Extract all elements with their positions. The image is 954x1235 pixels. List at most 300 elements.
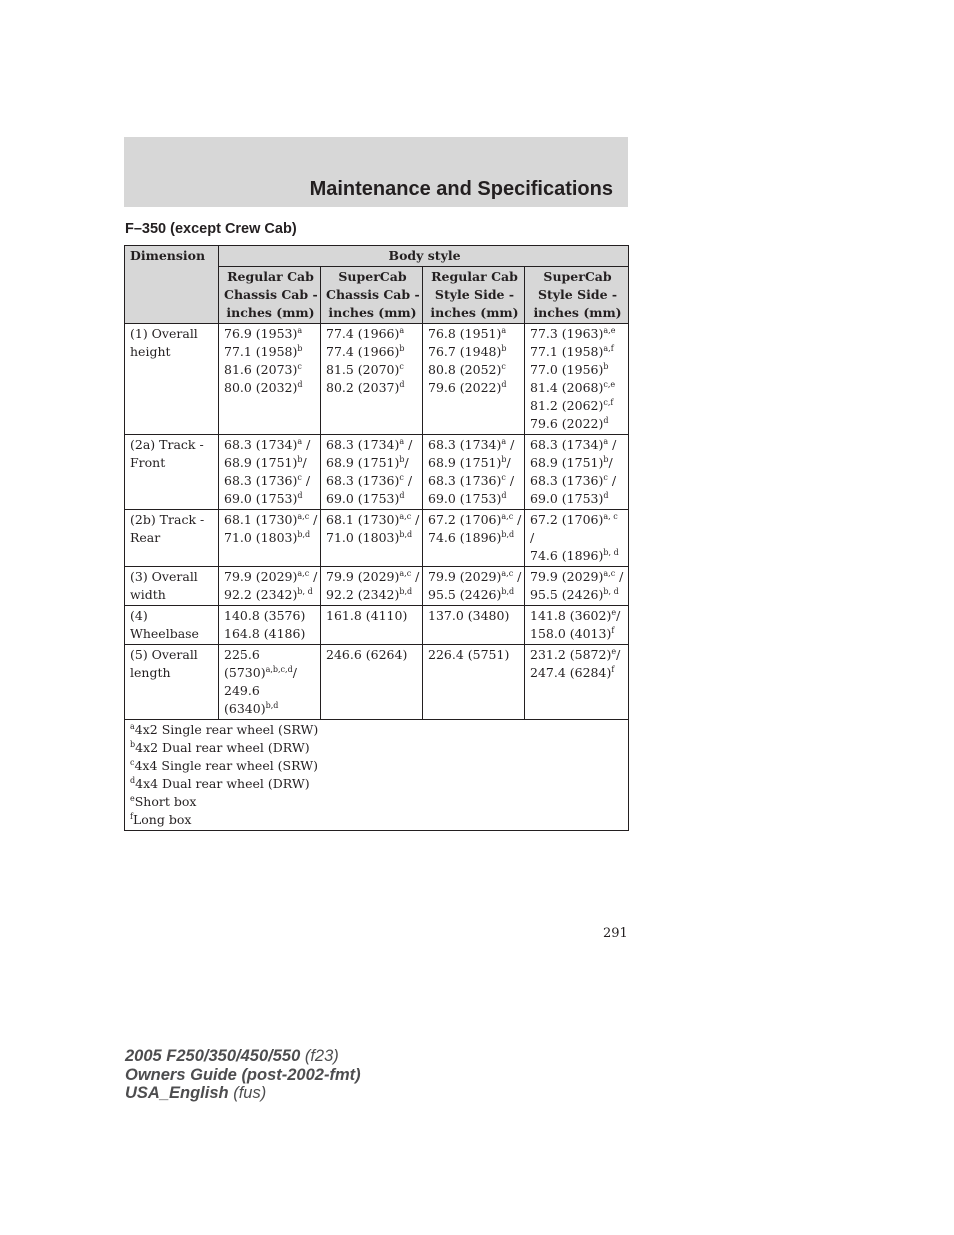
measurement-value: 247.4 (6284) <box>530 665 612 680</box>
separator: / <box>505 473 515 488</box>
measurement-line <box>224 664 317 682</box>
measurement-line <box>428 511 521 529</box>
measurement-value: 141.8 (3602) <box>530 608 612 623</box>
measurement-line <box>530 472 625 490</box>
footnote-line <box>130 721 625 739</box>
column-header-line: Regular Cab <box>431 269 518 284</box>
footnote-marker: d <box>399 380 405 389</box>
measurement-value: 77.1 (1958) <box>530 344 604 359</box>
measurement-cell <box>219 510 321 567</box>
footnote-marker: a <box>399 326 405 335</box>
measurement-cell <box>525 606 629 645</box>
measurement-line <box>326 325 419 343</box>
footnote-marker: a,c <box>501 512 514 521</box>
table-row <box>125 435 629 510</box>
dimension-label-line: width <box>130 587 166 602</box>
measurement-line <box>326 646 419 664</box>
footnote-marker: a,c <box>399 569 412 578</box>
measurement-line <box>530 361 625 379</box>
measurement-value: 68.9 (1751) <box>224 455 298 470</box>
footnote-marker: b,d <box>399 587 413 596</box>
footnote-marker: a,e <box>603 326 616 335</box>
measurement-line <box>530 490 625 508</box>
measurement-value: 246.6 (6264) <box>326 647 408 662</box>
measurement-value: 77.1 (1958) <box>224 344 298 359</box>
measurement-cell <box>525 645 629 720</box>
measurement-line <box>530 664 625 682</box>
measurement-line <box>428 490 521 508</box>
measurement-line <box>224 607 317 625</box>
footnote-line <box>130 757 625 775</box>
footnote-marker: d <box>297 491 303 500</box>
dimension-label-cell <box>125 645 219 720</box>
measurement-line <box>224 343 317 361</box>
footnote-marker: e <box>611 647 617 656</box>
separator: / <box>616 647 621 662</box>
table-row <box>125 567 629 606</box>
footnote-text: 4x2 Single rear wheel (SRW) <box>134 722 319 737</box>
measurement-line <box>530 547 625 565</box>
separator: / <box>292 665 297 680</box>
column-header-line: inches (mm) <box>328 305 417 320</box>
measurement-line <box>530 511 625 529</box>
footnote-line <box>130 793 625 811</box>
footer-guide-line: Owners Guide (post-2002-fmt) <box>125 1065 361 1084</box>
measurement-line <box>224 586 317 604</box>
measurement-cell <box>321 606 423 645</box>
measurement-line <box>428 454 521 472</box>
table-row <box>125 510 629 567</box>
measurement-value: 81.2 (2062) <box>530 398 604 413</box>
measurement-value: 80.2 (2037) <box>326 380 400 395</box>
footnote-marker: b, d <box>603 548 619 557</box>
measurement-cell <box>423 510 525 567</box>
measurement-line <box>326 529 419 547</box>
measurement-value: 80.8 (2052) <box>428 362 502 377</box>
measurement-line <box>428 436 521 454</box>
footnote-marker: c <box>501 362 506 371</box>
measurement-value: 226.4 (5751) <box>428 647 510 662</box>
measurement-line <box>428 325 521 343</box>
measurement-value: / <box>530 530 535 545</box>
measurement-line <box>224 568 317 586</box>
footnote-marker: d <box>603 416 609 425</box>
column-header-line: SuperCab <box>338 269 407 284</box>
measurement-value: 69.0 (1753) <box>428 491 502 506</box>
measurement-value: 68.9 (1751) <box>428 455 502 470</box>
separator: / <box>404 437 413 452</box>
dimension-label-line: length <box>130 665 171 680</box>
measurement-value: 79.9 (2029) <box>326 569 400 584</box>
table-header-row <box>125 246 629 267</box>
measurement-value: 76.8 (1951) <box>428 326 502 341</box>
measurement-value: 137.0 (3480) <box>428 608 510 623</box>
dimension-label-cell <box>125 567 219 606</box>
footnote-marker: c <box>603 473 608 482</box>
measurement-cell <box>321 645 423 720</box>
body-style-column-header <box>423 267 525 324</box>
measurement-value: 95.5 (2426) <box>428 587 502 602</box>
measurement-value: 161.8 (4110) <box>326 608 408 623</box>
measurement-line <box>326 511 419 529</box>
footnote-marker: a,b,c,d <box>265 665 293 674</box>
separator: / <box>309 512 318 527</box>
dimension-label-line: Rear <box>130 530 161 545</box>
footnote-marker: b <box>130 740 136 749</box>
dimension-label-line: (2a) Track - <box>130 437 204 452</box>
separator: / <box>301 473 311 488</box>
footnote-marker: d <box>297 380 303 389</box>
measurement-value: 77.0 (1956) <box>530 362 604 377</box>
measurement-value: 79.9 (2029) <box>530 569 604 584</box>
measurement-line <box>224 682 317 700</box>
measurement-value: 69.0 (1753) <box>530 491 604 506</box>
footnote-marker: a,c <box>297 512 310 521</box>
separator: / <box>615 569 624 584</box>
measurement-line <box>224 511 317 529</box>
measurement-cell <box>321 435 423 510</box>
measurement-value: 92.2 (2342) <box>326 587 400 602</box>
measurement-line <box>530 454 625 472</box>
section-header-band <box>124 137 628 207</box>
separator: / <box>302 455 307 470</box>
measurement-value: 140.8 (3576) <box>224 608 306 623</box>
measurement-value: 77.4 (1966) <box>326 326 400 341</box>
measurement-value: 77.3 (1963) <box>530 326 604 341</box>
measurement-line <box>326 568 419 586</box>
measurement-value: 68.3 (1734) <box>530 437 604 452</box>
separator: / <box>506 455 511 470</box>
measurement-value: 164.8 (4186) <box>224 626 306 641</box>
footnote-marker: d <box>603 491 609 500</box>
footnote-marker: e <box>611 608 617 617</box>
measurement-line <box>326 472 419 490</box>
dimension-label-line: (3) Overall <box>130 569 198 584</box>
footnote-text: 4x4 Single rear wheel (SRW) <box>134 758 318 773</box>
column-header-line: inches (mm) <box>533 305 622 320</box>
footnote-marker: a <box>399 437 405 446</box>
measurement-value: 225.6 <box>224 647 260 662</box>
measurement-line <box>326 436 419 454</box>
measurement-value: 74.6 (1896) <box>428 530 502 545</box>
footnote-marker: d <box>501 380 507 389</box>
measurement-value: 77.4 (1966) <box>326 344 400 359</box>
footnote-marker: d <box>399 491 405 500</box>
measurement-line <box>428 529 521 547</box>
measurement-value: (6340) <box>224 701 266 716</box>
footnote-marker: c <box>501 473 506 482</box>
measurement-line <box>326 361 419 379</box>
measurement-value: 67.2 (1706) <box>530 512 604 527</box>
dimension-column-header: Dimension <box>125 246 219 324</box>
measurement-cell <box>525 324 629 435</box>
measurement-line <box>224 379 317 397</box>
footnote-marker: b <box>297 455 303 464</box>
dimension-label-cell <box>125 606 219 645</box>
footnote-marker: c <box>399 362 404 371</box>
measurement-line <box>224 472 317 490</box>
footnotes <box>125 720 629 831</box>
footnote-marker: e <box>130 794 135 803</box>
footer-language-code: (fus) <box>228 1084 267 1102</box>
dimension-label-line: (2b) Track - <box>130 512 205 527</box>
footer-language-line: USA_English <box>125 1084 229 1102</box>
measurement-value: 68.3 (1736) <box>224 473 298 488</box>
footnote-marker: a, c <box>603 512 618 521</box>
measurement-value: 68.1 (1730) <box>224 512 298 527</box>
measurement-cell <box>423 435 525 510</box>
measurement-line <box>224 454 317 472</box>
column-header-line: SuperCab <box>543 269 612 284</box>
measurement-cell <box>423 606 525 645</box>
footnote-marker: b,d <box>297 530 311 539</box>
measurement-line <box>530 379 625 397</box>
footnote-marker: b <box>297 344 303 353</box>
measurement-cell <box>219 606 321 645</box>
measurement-value: 68.3 (1736) <box>530 473 604 488</box>
measurement-value: 68.3 (1734) <box>428 437 502 452</box>
footnote-text: Long box <box>132 812 192 827</box>
table-row <box>125 324 629 435</box>
dimension-label-cell <box>125 324 219 435</box>
measurement-line <box>326 490 419 508</box>
measurement-line <box>530 436 625 454</box>
separator: / <box>607 473 617 488</box>
footnote-marker: c,f <box>603 398 614 407</box>
measurement-value: (5730) <box>224 665 266 680</box>
separator: / <box>608 437 617 452</box>
measurement-value: 74.6 (1896) <box>530 548 604 563</box>
measurement-line <box>428 607 521 625</box>
table-row <box>125 645 629 720</box>
measurement-value: 68.9 (1751) <box>326 455 400 470</box>
dimension-label-line: Front <box>130 455 166 470</box>
footnotes-row <box>125 720 629 831</box>
column-header-line: Chassis Cab - <box>224 287 318 302</box>
measurement-line <box>326 454 419 472</box>
page-header-title: Maintenance and Specifications <box>309 178 613 200</box>
separator: / <box>411 569 420 584</box>
measurement-value: 81.4 (2068) <box>530 380 604 395</box>
body-style-column-header <box>525 267 629 324</box>
separator: / <box>403 473 413 488</box>
footnote-marker: f <box>611 665 615 674</box>
measurement-cell <box>321 324 423 435</box>
measurement-value: 95.5 (2426) <box>530 587 604 602</box>
footnote-marker: d <box>130 776 136 785</box>
column-header-line: inches (mm) <box>430 305 519 320</box>
footnote-line <box>130 739 625 757</box>
measurement-value: 69.0 (1753) <box>326 491 400 506</box>
measurement-line <box>530 397 625 415</box>
measurement-cell <box>423 324 525 435</box>
measurement-value: 79.6 (2022) <box>530 416 604 431</box>
measurement-line <box>530 529 625 547</box>
footnote-marker: c <box>297 362 302 371</box>
footnote-marker: c,e <box>603 380 616 389</box>
footnote-marker: b,d <box>501 530 515 539</box>
footnote-marker: b <box>501 455 507 464</box>
footnote-marker: c <box>297 473 302 482</box>
measurement-line <box>326 586 419 604</box>
measurement-value: 231.2 (5872) <box>530 647 612 662</box>
footnote-text: 4x2 Dual rear wheel (DRW) <box>135 740 310 755</box>
measurement-cell <box>321 567 423 606</box>
footnote-marker: b, d <box>297 587 313 596</box>
measurement-cell <box>219 324 321 435</box>
footnote-line <box>130 775 625 793</box>
footnote-marker: a <box>501 437 507 446</box>
footnote-text: 4x4 Dual rear wheel (DRW) <box>135 776 310 791</box>
separator: / <box>309 569 318 584</box>
page-number: 291 <box>603 926 628 941</box>
measurement-line <box>428 646 521 664</box>
measurement-cell <box>423 567 525 606</box>
measurement-value: 68.9 (1751) <box>530 455 604 470</box>
measurement-line <box>326 343 419 361</box>
column-header-line: inches (mm) <box>226 305 315 320</box>
measurement-line <box>224 625 317 643</box>
footer-model-code: (f23) <box>300 1047 339 1065</box>
measurement-value: 71.0 (1803) <box>326 530 400 545</box>
dimension-label-line: (5) Overall <box>130 647 198 662</box>
measurement-cell <box>525 510 629 567</box>
dimension-label-cell <box>125 510 219 567</box>
footnote-marker: a,c <box>297 569 310 578</box>
measurement-value: 79.9 (2029) <box>224 569 298 584</box>
measurement-cell <box>525 435 629 510</box>
separator: / <box>608 455 613 470</box>
measurement-line <box>224 490 317 508</box>
measurement-value: 158.0 (4013) <box>530 626 612 641</box>
measurement-line <box>530 568 625 586</box>
measurement-value: 79.9 (2029) <box>428 569 502 584</box>
footnote-marker: f <box>611 626 615 635</box>
separator: / <box>411 512 420 527</box>
dimension-label-line: (4) <box>130 608 148 623</box>
measurement-line <box>224 529 317 547</box>
footnote-line <box>130 811 625 829</box>
measurement-cell <box>423 645 525 720</box>
footnote-marker: a <box>501 326 507 335</box>
separator: / <box>513 512 522 527</box>
measurement-value: 69.0 (1753) <box>224 491 298 506</box>
separator: / <box>302 437 311 452</box>
measurement-value: 81.6 (2073) <box>224 362 298 377</box>
measurement-value: 92.2 (2342) <box>224 587 298 602</box>
specifications-table <box>124 245 629 831</box>
measurement-line <box>530 415 625 433</box>
measurement-cell <box>219 435 321 510</box>
footnote-marker: a,c <box>399 512 412 521</box>
footnote-marker: b, d <box>603 587 619 596</box>
footnote-text: Short box <box>134 794 197 809</box>
footnote-marker: f <box>130 812 133 821</box>
footnote-marker: b <box>399 344 405 353</box>
column-header-line: Chassis Cab - <box>326 287 420 302</box>
measurement-line <box>530 343 625 361</box>
body-style-column-header <box>219 267 321 324</box>
footnote-marker: b,d <box>501 587 515 596</box>
measurement-line <box>530 586 625 604</box>
measurement-value: 67.2 (1706) <box>428 512 502 527</box>
footnote-marker: b <box>399 455 405 464</box>
measurement-cell <box>219 567 321 606</box>
measurement-line <box>224 436 317 454</box>
footnote-marker: b,d <box>399 530 413 539</box>
footer-model-line: 2005 F250/350/450/550 <box>125 1047 301 1065</box>
document-footer <box>125 1047 361 1103</box>
measurement-cell <box>525 567 629 606</box>
measurement-value: 68.3 (1736) <box>326 473 400 488</box>
measurement-value: 68.3 (1736) <box>428 473 502 488</box>
column-header-line: Style Side - <box>434 287 515 302</box>
measurement-line <box>428 472 521 490</box>
measurement-line <box>326 379 419 397</box>
measurement-cell <box>321 510 423 567</box>
footnote-marker: a,f <box>603 344 614 353</box>
section-title: F–350 (except Crew Cab) <box>125 221 297 237</box>
measurement-value: 68.3 (1734) <box>326 437 400 452</box>
measurement-value: 68.1 (1730) <box>326 512 400 527</box>
footnote-marker: a <box>297 437 303 446</box>
measurement-line <box>530 607 625 625</box>
footnote-marker: c <box>130 758 135 767</box>
footnote-marker: b <box>603 455 609 464</box>
dimension-label-line: height <box>130 344 171 359</box>
footnote-marker: a,c <box>501 569 514 578</box>
measurement-line <box>428 568 521 586</box>
dimension-label-line: (1) Overall <box>130 326 198 341</box>
measurement-value: 71.0 (1803) <box>224 530 298 545</box>
dimension-label-cell <box>125 435 219 510</box>
body-style-header: Body style <box>219 246 629 267</box>
table-row <box>125 606 629 645</box>
measurement-value: 81.5 (2070) <box>326 362 400 377</box>
body-style-column-header <box>321 267 423 324</box>
measurement-value: 76.7 (1948) <box>428 344 502 359</box>
measurement-value: 76.9 (1953) <box>224 326 298 341</box>
measurement-value: 80.0 (2032) <box>224 380 298 395</box>
measurement-line <box>428 586 521 604</box>
measurement-cell <box>219 645 321 720</box>
footnote-marker: a <box>130 722 135 731</box>
measurement-line <box>326 607 419 625</box>
separator: / <box>513 569 522 584</box>
footnote-marker: b <box>501 344 507 353</box>
column-header-line: Style Side - <box>537 287 618 302</box>
footnote-marker: a <box>297 326 303 335</box>
measurement-line <box>428 361 521 379</box>
measurement-line <box>224 361 317 379</box>
footnote-marker: d <box>501 491 507 500</box>
footnote-marker: a,c <box>603 569 616 578</box>
measurement-value: 68.3 (1734) <box>224 437 298 452</box>
footnote-marker: b <box>603 362 609 371</box>
measurement-line <box>428 379 521 397</box>
measurement-line <box>224 646 317 664</box>
separator: / <box>506 437 515 452</box>
footnote-marker: b,d <box>265 701 279 710</box>
footnote-marker: c <box>399 473 404 482</box>
measurement-value: 79.6 (2022) <box>428 380 502 395</box>
measurement-line <box>224 700 317 718</box>
measurement-value: 249.6 <box>224 683 260 698</box>
measurement-line <box>530 625 625 643</box>
footnote-marker: a <box>603 437 609 446</box>
dimension-label-line: Wheelbase <box>130 626 199 641</box>
measurement-line <box>428 343 521 361</box>
